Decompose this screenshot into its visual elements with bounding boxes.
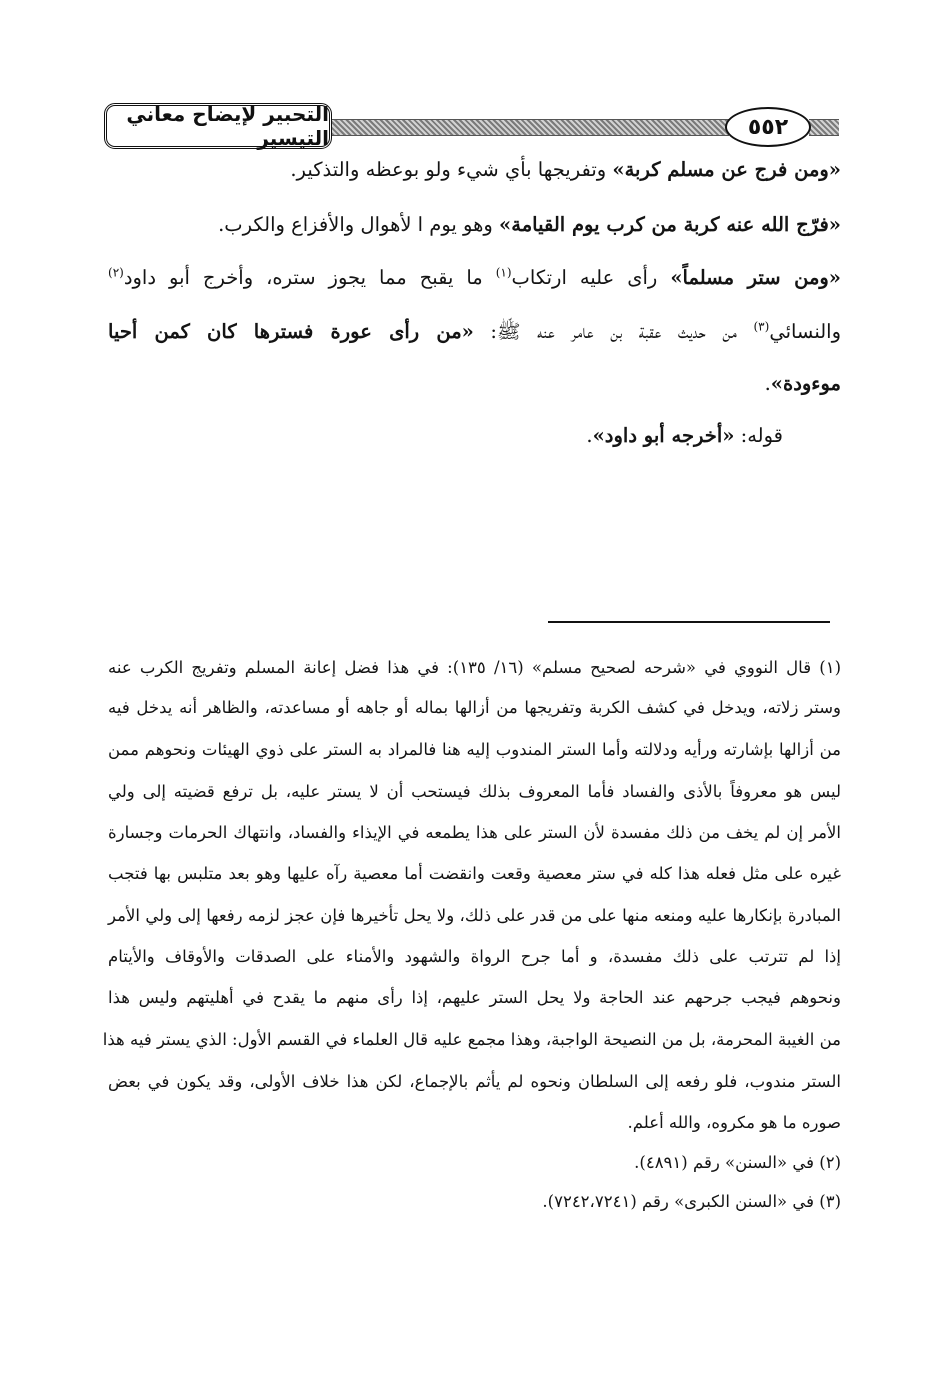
footnote-ref: (٣) (753, 319, 770, 334)
text-line (108, 213, 841, 236)
hadith-quote: «أخرجه أبو داود» (592, 424, 735, 447)
commentary: . (764, 372, 771, 395)
hadith-quote: «ومن فرج عن مسلم كربة» (612, 158, 841, 181)
commentary: . (586, 424, 593, 447)
hadith-quote: «ومن ستر مسلماً» (670, 266, 841, 289)
page-number: ٥٥٢ (725, 107, 811, 147)
hadith-quote: موءودة» (770, 372, 841, 395)
footnote-line: (٢) في «السنن» رقم (٤٨٩١). (634, 1153, 841, 1172)
commentary: وهو يوم ا لأهوال والأفزاع والكرب. (218, 213, 500, 236)
footnote-line: ونحوهم فيجب جرحهم عند الحاجة ولا يحل الستر عليهم، إذا رأى منهم ما يقدح في أهليتهم وليس هذا (108, 988, 841, 1007)
book-title: التحبير لإيضاح معاني التيسير (104, 103, 332, 149)
commentary: قوله: (734, 424, 783, 447)
text-line (108, 266, 841, 289)
footnote-line: (٣) في «السنن الكبرى» رقم (٧٢٤٢،٧٢٤١). (542, 1192, 841, 1211)
footnote-line: وستر زلاته، ويدخل في كشف الكربة وتفريجها من أزالها بماله أو جاهه أو مساعدته، والظاهر أنه يدخل فيه (108, 698, 841, 717)
footnote-separator (548, 621, 830, 623)
footnote-line: الستر مندوب، فلو رفعه إلى السلطان ونحوه لم يأثم بالإجماع، لكن هذا خلاف الأولى، وقد يكون في بعض (108, 1072, 841, 1091)
footnote-line: إذا لم تترتب على ذلك مفسدة، و أما جرح الرواة والشهود والأمناء على الصدقات والأوقاف والأيتام (108, 947, 841, 966)
footnote-line: غيره على مثل فعله هذا كله في ستر معصية وقعت وانقضت أما معصية رآه عليها وهو بعد متلبس بها فتجب (108, 864, 841, 883)
footnote-ref: (٢) (108, 265, 124, 280)
commentary: ما يقبح مما يجوز ستره، وأخرج أبو داود (123, 266, 496, 289)
footnote-line: الأمر إن لم يخف من ذلك مفسدة لأن الستر على هذا يطمعه في الإيذاء والفساد، وانتهاك الحرمات وجسارة (108, 823, 841, 842)
commentary: رأى عليه ارتكاب (511, 266, 671, 289)
text-line (108, 424, 783, 447)
commentary: وتفريجها بأي شيء ولو بوعظه والتذكير. (290, 158, 613, 181)
footnote-line: (١) قال النووي في «شرحه لصحيح مسلم» (١٦/ ١٣٥): في هذا فضل إعانة المسلم وتفريج الكرب عنه (108, 658, 842, 677)
hadith-quote: «فرّج الله عنه كربة من كرب يوم القيامة» (499, 213, 841, 236)
running-header (104, 103, 839, 153)
text-line (108, 372, 841, 395)
commentary: من حديث عقبة بن عامر عنه ﷺ: (473, 320, 754, 343)
text-line (108, 158, 841, 181)
footnote-line: ليس هو معروفاً بالأذى والفساد فأما المعروف بذلك فيستحب أن لا يستر عليه، بل ترفع قضيته إلى ولي (108, 782, 841, 801)
footnote-line: المبادرة بإنكارها عليه ومنعه منها على من قدر على ذلك، ولا يحل تأخيرها فإن عجز لزمه رفعها إلى ولي الأمر (108, 906, 841, 925)
header-decorative-band (332, 119, 729, 136)
header-decorative-band-end (809, 119, 839, 136)
footnote-ref: (١) (495, 265, 512, 280)
footnote-line: صوره ما هو مكروه، والله أعلم. (627, 1113, 841, 1132)
footnote-line: من أزالها بإشارته ورأيه ودلالته وأما الستر المندوب إليه هنا فالمراد به الستر على ذوي الهيئات ونحوهم ممن (108, 740, 841, 759)
text-line (108, 320, 841, 348)
commentary: والنسائي (769, 320, 841, 343)
footnote-line: من الغيبة المحرمة، بل من النصيحة الواجبة، وهذا مجمع عليه قال العلماء في القسم الأول: الذي يستر فيه هذا (102, 1030, 841, 1049)
hadith-quote: «من رأى عورة فسترها كان كمن أحيا (108, 320, 474, 343)
